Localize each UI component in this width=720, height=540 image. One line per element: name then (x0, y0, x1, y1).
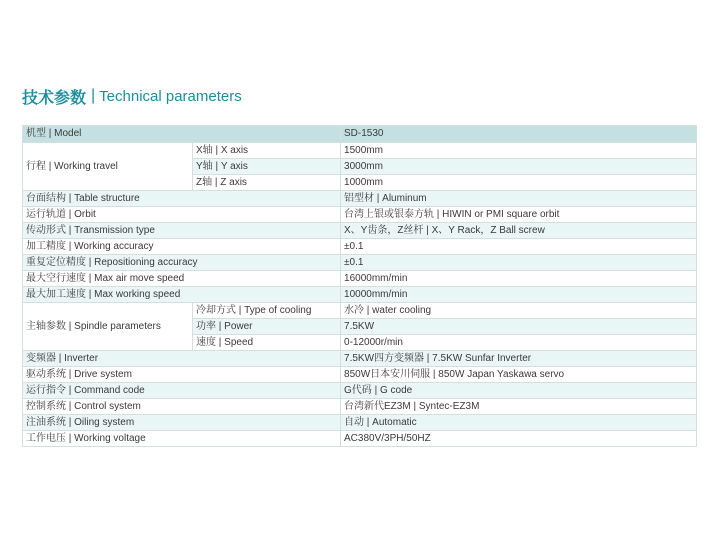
row-label: 加工精度 | Working accuracy (23, 239, 341, 255)
row-value: AC380V/3PH/50HZ (341, 431, 697, 447)
section-heading (22, 84, 242, 108)
row-value: X、Y齿条，Z丝杆 | X、Y Rack，Z Ball screw (341, 223, 697, 239)
table-row (23, 431, 697, 447)
row-value: 自动 | Automatic (341, 415, 697, 431)
row-value: G代码 | G code (341, 383, 697, 399)
table-row (23, 383, 697, 399)
table-row (23, 287, 697, 303)
table-row (23, 367, 697, 383)
model-label: 机型 | Model (23, 126, 341, 143)
table-row (23, 351, 697, 367)
row-value: 台湾新代EZ3M | Syntec-EZ3M (341, 399, 697, 415)
table-row (23, 255, 697, 271)
row-label: 运行指令 | Command code (23, 383, 341, 399)
row-value: 850W日本安川伺服 | 850W Japan Yaskawa servo (341, 367, 697, 383)
model-value: SD-1530 (341, 126, 697, 143)
row-label: 注油系统 | Oiling system (23, 415, 341, 431)
row-value: 10000mm/min (341, 287, 697, 303)
travel-y-value: 3000mm (341, 159, 697, 175)
spindle-cooling-value: 水冷 | water cooling (341, 303, 697, 319)
heading-cn: 技术参数 (22, 87, 87, 107)
spindle-cooling-label: 冷却方式 | Type of cooling (193, 303, 341, 319)
row-label: 传动形式 | Transmission type (23, 223, 341, 239)
row-value: 7.5KW四方变频器 | 7.5KW Sunfar Inverter (341, 351, 697, 367)
table-row (23, 207, 697, 223)
row-value: 16000mm/min (341, 271, 697, 287)
row-label: 运行轨道 | Orbit (23, 207, 341, 223)
row-label: 控制系统 | Control system (23, 399, 341, 415)
spindle-power-label: 功率 | Power (193, 319, 341, 335)
table-row (23, 271, 697, 287)
table-header-row (23, 126, 697, 143)
row-label: 最大加工速度 | Max working speed (23, 287, 341, 303)
table-row (23, 223, 697, 239)
travel-x-value: 1500mm (341, 143, 697, 159)
row-label: 重复定位精度 | Repositioning accuracy (23, 255, 341, 271)
table-row (23, 143, 697, 159)
spindle-label: 主轴参数 | Spindle parameters (23, 303, 193, 351)
spec-table (22, 125, 697, 447)
heading-en: Technical parameters (99, 87, 242, 105)
row-value: ±0.1 (341, 239, 697, 255)
travel-x-label: X轴 | X axis (193, 143, 341, 159)
row-label: 工作电压 | Working voltage (23, 431, 341, 447)
table-row (23, 415, 697, 431)
table-row (23, 303, 697, 319)
row-label: 变频器 | Inverter (23, 351, 341, 367)
table-row (23, 191, 697, 207)
row-value: 台湾上银或银泰方轨 | HIWIN or PMI square orbit (341, 207, 697, 223)
table-row (23, 399, 697, 415)
travel-z-value: 1000mm (341, 175, 697, 191)
spindle-power-value: 7.5KW (341, 319, 697, 335)
spindle-speed-label: 速度 | Speed (193, 335, 341, 351)
row-label: 台面结构 | Table structure (23, 191, 341, 207)
row-value: ±0.1 (341, 255, 697, 271)
row-label: 驱动系统 | Drive system (23, 367, 341, 383)
row-value: 铝型材 | Aluminum (341, 191, 697, 207)
row-label: 最大空行速度 | Max air move speed (23, 271, 341, 287)
travel-z-label: Z轴 | Z axis (193, 175, 341, 191)
heading-separator: | (91, 87, 96, 104)
travel-label: 行程 | Working travel (23, 143, 193, 191)
table-row (23, 239, 697, 255)
spindle-speed-value: 0-12000r/min (341, 335, 697, 351)
travel-y-label: Y轴 | Y axis (193, 159, 341, 175)
